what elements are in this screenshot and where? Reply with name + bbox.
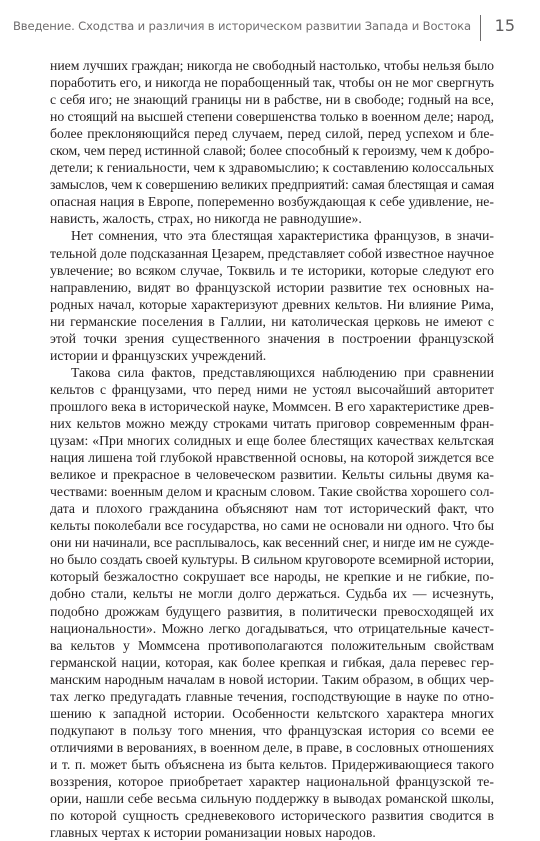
text-line: великое и прекрасное в человеческом развитии. Кельты сильны двумя ка- [50, 467, 494, 483]
text-line: поработить его, и никогда не порабощенный так, чтобы он не мог свергнуть [50, 75, 494, 91]
text-line: подкупают в пользу того мнения, что французская история со всеми ее [50, 722, 494, 738]
body-text [50, 57, 494, 841]
text-line: кельты поколебали все государства, но сами не основали ни одного. Что бы [50, 518, 494, 534]
text-line: по которой сущность средневекового исторического развития сводится в [50, 808, 494, 824]
text-line: увлечение; во всяком случае, Токвиль и те историки, которые следуют его [50, 262, 494, 278]
text-line: шению к западной истории. Особенности кельтского характера многих [50, 705, 494, 721]
text-line: главных чертах к истории романизации новых народов. [50, 825, 376, 841]
text-line: но стоящий на высшей степени совершенства только в военном деле; народ, [50, 109, 494, 125]
text-line: подобно дрожжам будущего развития, в политически превосходящей их [50, 603, 494, 619]
text-line: направлению, видят во французской истории развитие тех основных на- [50, 279, 494, 295]
text-line: но было создать своей культуры. В сильном круговороте всемирной истории, [50, 552, 494, 568]
text-line: замыслов, чем к совершению великих предприятий: самая блестящая и самая [50, 177, 494, 193]
text-line: родных начал, которые характеризуют древних кельтов. Ни влияние Рима, [50, 296, 494, 312]
paragraph [50, 364, 494, 841]
text-line: истории и французских учреждений. [50, 347, 267, 363]
running-title: Введение. Сходства и различия в историческом развитии Запада и Востока [12, 19, 471, 33]
text-line: тельной доле подсказанная Цезарем, представляет собой известное научное [50, 245, 494, 261]
text-line: этой точки зрения существенного значения в построении французской [50, 330, 494, 346]
text-line: более преклоняющийся перед случаем, перед силой, перед успехом и бле- [50, 126, 494, 142]
text-line: манским народным началам в новой истории. Таким образом, в общих чер- [50, 671, 494, 687]
text-line: нависть, жалость, страх, но никогда не равнодушие». [50, 211, 362, 227]
text-line: добно стали, кельты не могли долго держаться. Судьба их — исчезнуть, [50, 586, 494, 602]
text-line: национальности». Можно легко догадываться, что отрицательные качест- [50, 620, 494, 636]
paragraph [50, 227, 494, 363]
text-line: Нет сомнения, что эта блестящая характеристика французов, в значи- [71, 228, 494, 244]
text-line: германской нации, которая, как более крепкая и гибкая, дала перевес гер- [50, 654, 494, 670]
text-line: и т. п. может быть объяснена из быта кельтов. Придерживающиеся такого [50, 756, 494, 772]
text-line: ни германские поселения в Галлии, ни католическая церковь не имеют с [50, 313, 494, 329]
text-line: с себя иго; не знающий границы ни в рабстве, ни в свободе; годный на все, [50, 92, 494, 108]
text-line: кельтов с французами, что перед ними не устоял высочайший авторитет [50, 381, 494, 397]
running-header [12, 15, 515, 41]
text-line: Такова сила фактов, представляющихся наблюдению при сравнении [71, 364, 494, 380]
text-line: прошлого века в исторической науке, Моммсен. В его характеристике древ- [50, 398, 494, 414]
text-line: чествами: военным делом и красным словом. Такие свойства хорошего сол- [50, 484, 494, 500]
paragraph [50, 57, 494, 227]
text-line: они ни начинали, все расплывалось, как весенний снег, и нигде им не суждe- [50, 535, 494, 551]
text-line: ории, нашли себе весьма сильную поддержку в выводах романской школы, [50, 791, 494, 807]
text-line: них кельтов можно между строками читать приговор современным фран- [50, 415, 494, 431]
text-line: отличиями в верованиях, в военном деле, в праве, в сословных отношениях [50, 739, 494, 755]
text-line: нием лучших граждан; никогда не свободный настолько, чтобы нельзя было [50, 58, 494, 73]
text-line: детели; к гениальности, чем к здравомыслию; к составлению колоссальных [50, 160, 495, 176]
text-line: воззрения, которое приобретает характер национальной французской те- [50, 773, 494, 789]
text-line: тах легко предугадать главные течения, господствующие в науке по отно- [50, 688, 494, 704]
text-line: дата и плохого гражданина объясняют нам тот исторический факт, что [50, 501, 494, 517]
text-line: опасная нация в Европе, попеременно возбуждающая к себе удивление, не- [50, 194, 494, 210]
text-line: ва кельтов у Моммсена противополагаются положительным свойствам [50, 637, 494, 653]
header-divider [480, 15, 481, 41]
text-line: который безжалостно сокрушает все народы, не крепкие и не гибкие, по- [50, 569, 494, 585]
text-line: цузам: «При многих солидных и еще более блестящих качествах кельтская [50, 433, 494, 449]
text-line: ском, чем перед истинной славой; более способный к героизму, чем к добро- [50, 143, 494, 159]
text-line: нация лишена той глубокой нравственной основы, на которой зиждется все [50, 450, 494, 466]
page-number: 15 [494, 16, 515, 35]
